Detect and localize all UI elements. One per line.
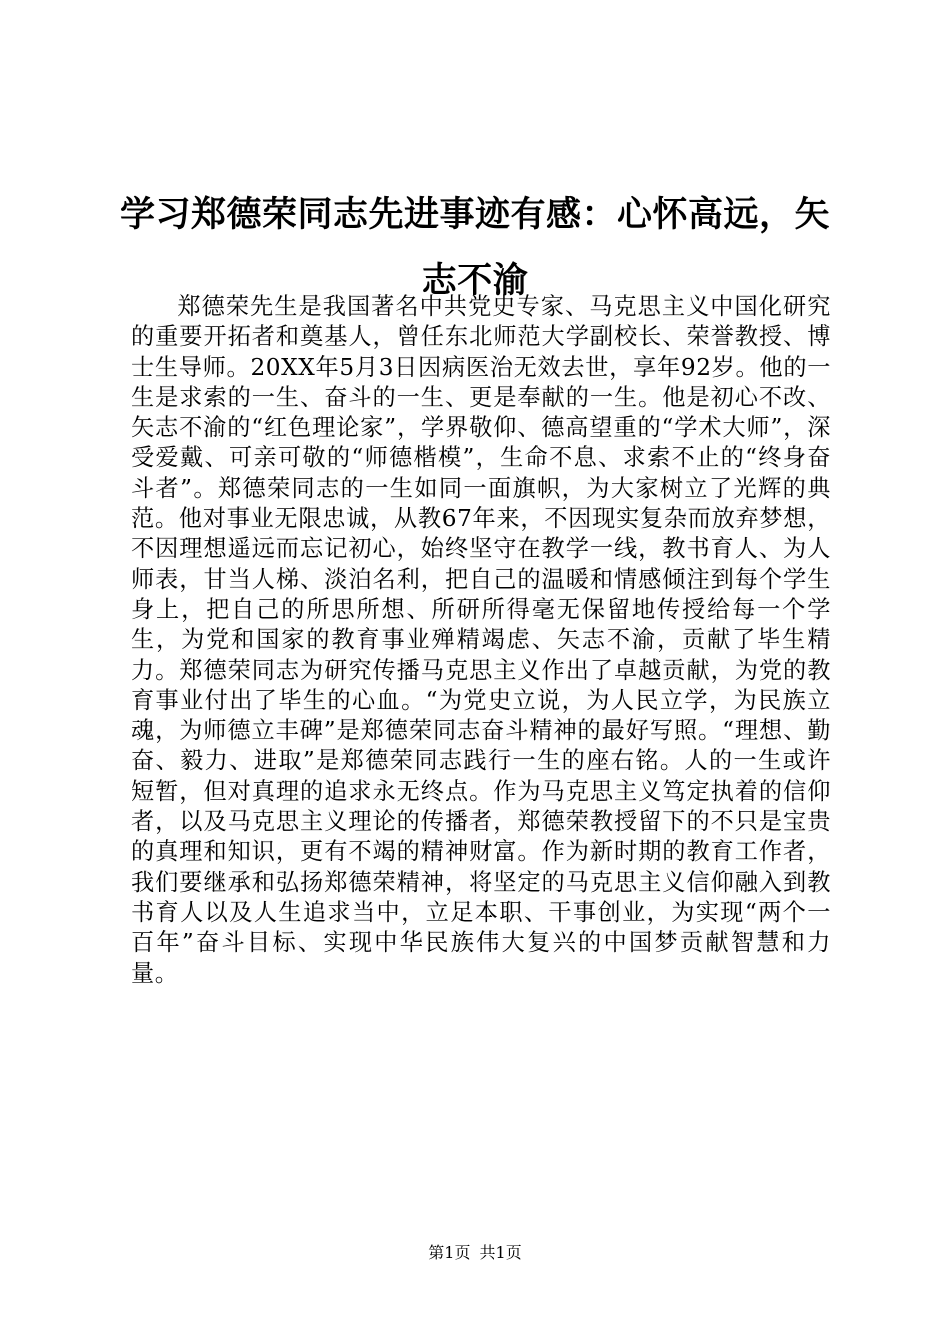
page-number: 第1页 [428,1243,471,1262]
body-paragraph: 郑德荣先生是我国著名中共党史专家、马克思主义中国化研究的重要开拓者和奠基人，曾任东北师范大学副校长、荣誉教授、博士生导师。20XX年5月3日因病医治无效去世，享年92岁。他的一生是求索的一生、奋斗的一生、更是奉献的一生。他是初心不改、矢志不渝的“红色理论家”，学界敬仰、德高望重的“学术大师”，深受爱戴、可亲可敬的“师德楷模”，生命不息、求索不止的“终身奋斗者”。郑德荣同志的一生如同一面旗帜，为大家树立了光辉的典范。他对事业无限忠诚，从教67年来，不因现实复杂而放弃梦想，不因理想遥远而忘记初心，始终坚守在教学一线，教书育人、为人师表，甘当人梯、淡泊名利，把自己的温暖和情感倾注到每个学生身上，把自己的所思所想、所研所得毫无保留地传授给每一个学生，为党和国家的教育事业殚精竭虑、矢志不渝，贡献了毕生精力。郑德荣同志为研究传播马克思主义作出了卓越贡献，为党的教育事业付出了毕生的心血。“为党史立说，为人民立学，为民族立魂，为师德立丰碑”是郑德荣同志奋斗精神的最好写照。“理想、勤奋、毅力、进取”是郑德荣同志践行一生的座右铭。人的一生或许短暂，但对真理的追求永无终点。作为马克思主义笃定执着的信仰者，以及马克思主义理论的传播者，郑德荣教授留下的不只是宝贵的真理和知识，更有不竭的精神财富。作为新时期的教育工作者，我们要继承和弘扬郑德荣精神，将坚定的马克思主义信仰融入到教书育人以及人生追求当中，立足本职、干事创业，为实现“两个一百年”奋斗目标、实现中华民族伟大复兴的中国梦贡献智慧和力量。 [131,293,831,987]
document-title: 学习郑德荣同志先进事迹有感：心怀高远，矢志不渝 [120,194,831,301]
page-total: 共1页 [479,1243,522,1262]
page-footer [0,1241,950,1265]
